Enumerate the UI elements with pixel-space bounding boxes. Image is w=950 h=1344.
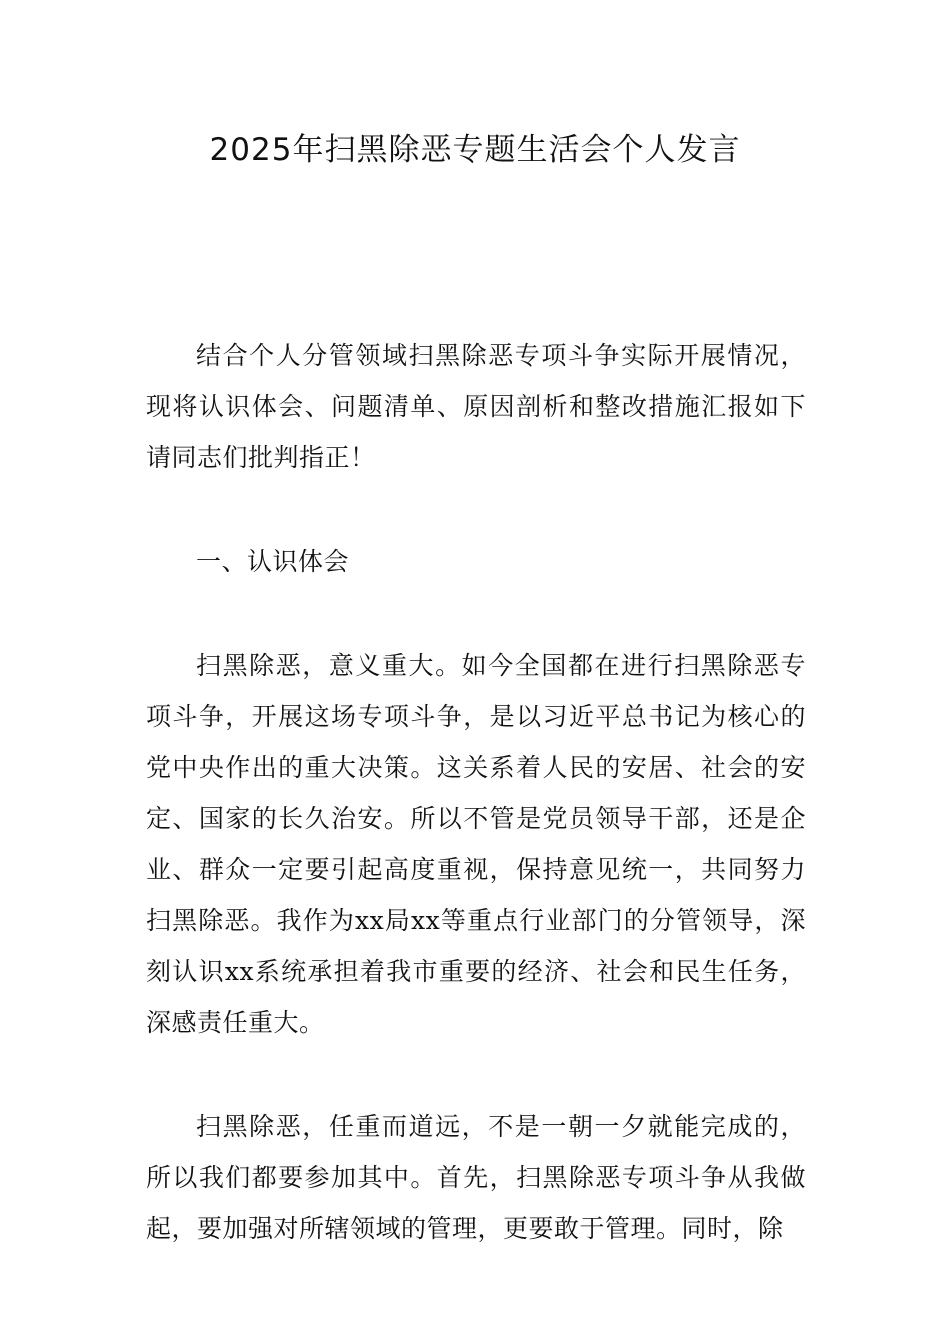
body-paragraph: 扫黑除恶，任重而道远，不是一朝一夕就能完成的，所以我们都要参加其中。首先，扫黑除恶专项斗争从我做起，要加强对所辖领域的管理，更要敢于管理。同时，除 bbox=[146, 1112, 806, 1243]
body-paragraph: 扫黑除恶，意义重大。如今全国都在进行扫黑除恶专项斗争，开展这场专项斗争，是以习近平总书记为核心的党中央作出的重大决策。这关系着人民的安居、社会的安定、国家的长久治安。所以不管是党员领导干部，还是企业、群众一定要引起高度重视，保持意见统一，共同努力扫黑除恶。我作为xx局xx等重点行业部门的分管领导，深刻认识xx系统承担着我市重要的经济、社会和民生任务，深感责任重大。 bbox=[146, 651, 806, 1037]
document-title: 2025年扫黑除恶专题生活会个人发言 bbox=[209, 132, 741, 168]
document-body bbox=[146, 330, 806, 1307]
intro-paragraph: 结合个人分管领域扫黑除恶专项斗争实际开展情况，现将认识体会、问题清单、原因剖析和整改措施汇报如下请同志们批判指正！ bbox=[146, 341, 806, 472]
section-heading: 一、认识体会 bbox=[196, 547, 350, 576]
